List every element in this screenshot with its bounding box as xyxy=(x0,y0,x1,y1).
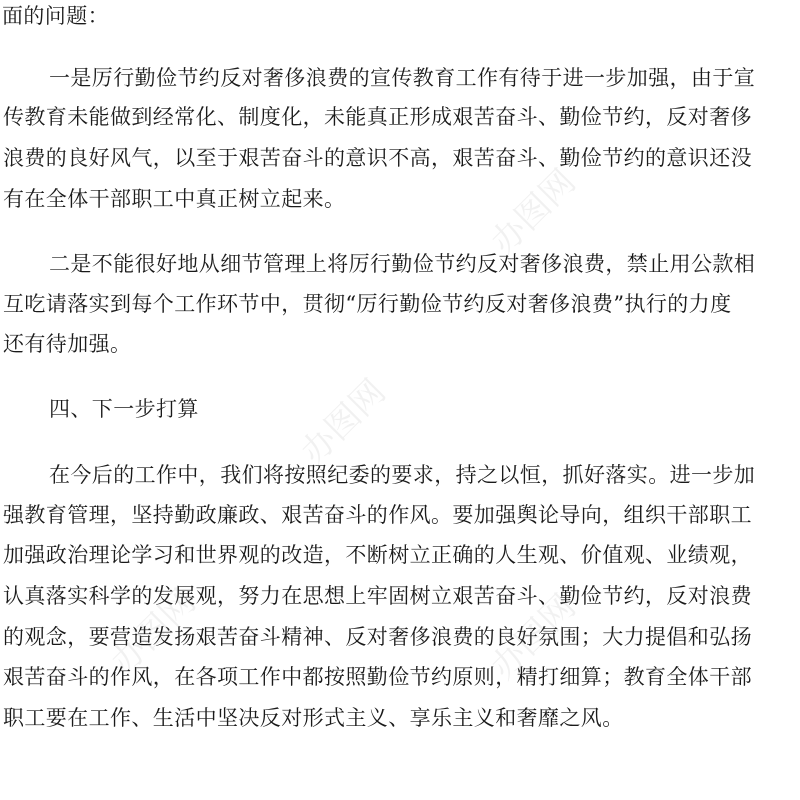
text-line-fragment: 面的问题： xyxy=(2,4,109,28)
watermark: 办图网 xyxy=(103,581,204,683)
watermark: 办图网 xyxy=(483,586,584,688)
paragraph-3-line-2: 强教育管理，坚持勤政廉政、艰苦奋斗的作风。要加强舆论导向，组织干部职工 xyxy=(3,503,752,527)
section-heading: 四、下一步打算 xyxy=(49,397,199,421)
paragraph-3-line-4: 认真落实科学的发展观，努力在思想上牢固树立艰苦奋斗、勤俭节约，反对浪费 xyxy=(3,584,752,608)
paragraph-3-line-5: 的观念，要营造发扬艰苦奋斗精神、反对奢侈浪费的良好氛围；大力提倡和弘扬 xyxy=(3,625,752,649)
paragraph-1-line-3: 浪费的良好风气，以至于艰苦奋斗的意识不高，艰苦奋斗、勤俭节约的意识还没 xyxy=(3,146,752,170)
paragraph-3-line-1: 在今后的工作中，我们将按照纪委的要求，持之以恒，抓好落实。进一步加 xyxy=(49,463,756,487)
paragraph-2-line-3: 还有待加强。 xyxy=(3,332,132,356)
paragraph-3-line-3: 加强政治理论学习和世界观的改造，不断树立正确的人生观、价值观、业绩观， xyxy=(3,543,752,567)
paragraph-3-line-7: 职工要在工作、生活中坚决反对形式主义、享乐主义和奢靡之风。 xyxy=(3,706,624,730)
watermark: 办图网 xyxy=(293,371,394,473)
paragraph-3-line-6: 艰苦奋斗的作风，在各项工作中都按照勤俭节约原则，精打细算；教育全体干部 xyxy=(3,665,752,689)
paragraph-2-line-1: 二是不能很好地从细节管理上将厉行勤俭节约反对奢侈浪费，禁止用公款相 xyxy=(49,252,756,276)
watermark: 办图网 xyxy=(483,161,584,263)
paragraph-1-line-2: 传教育未能做到经常化、制度化，未能真正形成艰苦奋斗、勤俭节约，反对奢侈 xyxy=(3,105,752,129)
paragraph-2-line-2: 互吃请落实到每个工作环节中，贯彻“厉行勤俭节约反对奢侈浪费”执行的力度 xyxy=(3,292,732,316)
paragraph-1-line-1: 一是厉行勤俭节约反对奢侈浪费的宣传教育工作有待于进一步加强，由于宣 xyxy=(49,66,756,90)
paragraph-1-line-4: 有在全体干部职工中真正树立起来。 xyxy=(3,187,346,211)
